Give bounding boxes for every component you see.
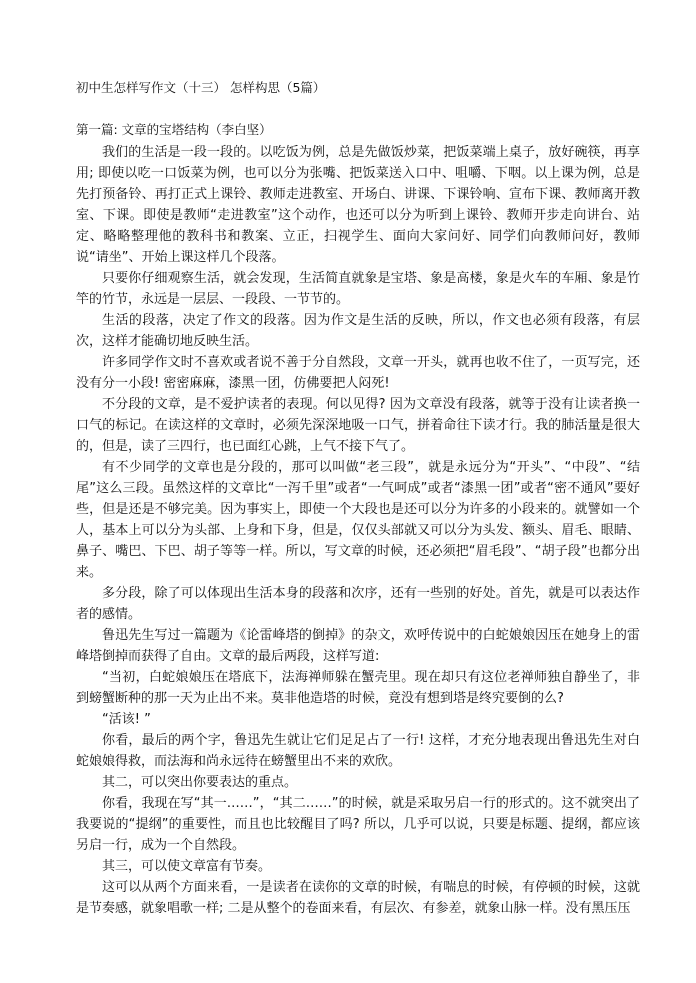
quote-paragraph-2: “活该! ” bbox=[102, 712, 151, 727]
document-title: 初中生怎样写作文（十三） 怎样构思（5篇） bbox=[76, 80, 326, 95]
article-body bbox=[76, 142, 640, 919]
paragraph-1: 我们的生活是一段一段的。以吃饭为例，总是先做饭炒菜，把饭菜端上桌子，放好碗筷，再享用; 即使以吃一口饭菜为例，也可以分为张嘴、把饭菜送入口中、咀嚼、下咽。以上课为例，总是先打预备铃、再打正式上课铃、教师走进教室、开场白、讲课、下课铃响、宣布下课、教师离开教室、下课。即使是教师“走进教室”这个动作，也还可以分为听到上课铃、教师开步走向讲台、站定、略略整理他的教科书和教案、立正，扫视学生、面向大家问好、同学们向教师问好，教师说“请坐”、开始上课这样几个段落。 bbox=[76, 145, 640, 265]
paragraph-7: 多分段，除了可以体现出生活本身的段落和次序，还有一些别的好处。首先，就是可以表达作者的感情。 bbox=[76, 586, 640, 622]
paragraph-12: 其三，可以使文章富有节奏。 bbox=[102, 859, 272, 874]
paragraph-13: 这可以从两个方面来看，一是读者在读你的文章的时候，有喘息的时候，有停顿的时候，这就是节奏感，就象唱歌一样; 二是从整个的卷面来看，有层次、有参差，就象山脉一样。没有黑压压 bbox=[76, 880, 640, 916]
paragraph-2: 只要你仔细观察生活，就会发现，生活简直就象是宝塔、象是高楼，象是火车的车厢、象是竹竿的竹节，永远是一层层、一段段、一节节的。 bbox=[76, 271, 640, 307]
paragraph-3: 生活的段落，决定了作文的段落。因为作文是生活的反映，所以，作文也必须有段落，有层次，这样才能确切地反映生活。 bbox=[76, 313, 640, 349]
paragraph-8: 鲁迅先生写过一篇题为《论雷峰塔的倒掉》的杂文，欢呼传说中的白蛇娘娘因压在她身上的雷峰塔倒掉而获得了自由。文章的最后两段，这样写道: bbox=[76, 628, 640, 664]
section-title: 第一篇: 文章的宝塔结构（李白坚） bbox=[76, 122, 272, 137]
paragraph-5: 不分段的文章，是不爱护读者的表现。何以见得? 因为文章没有段落，就等于没有让读者换一口气的标记。在读这样的文章时，必须先深深地吸一口气，拼着命往下读才行。我的肺活量是很大的，但是，读了三四行，也已面红心跳，上气不接下气了。 bbox=[76, 397, 640, 454]
paragraph-6: 有不少同学的文章也是分段的，那可以叫做“老三段”，就是永远分为“开头”、“中段”、“结尾”这么三段。虽然这样的文章比“一泻千里”或者“一气呵成”或者“漆黑一团”或者“密不通风”要好些，但是还是不够完美。因为事实上，即使一个大段也是还可以分为许多的小段来的。就譬如一个人，基本上可以分为头部、上身和下身，但是，仅仅头部就又可以分为头发、额头、眉毛、眼睛、鼻子、嘴巴、下巴、胡子等等一样。所以，写文章的时候，还必须把“眉毛段”、“胡子段”也都分出来。 bbox=[76, 460, 640, 580]
paragraph-9: 你看，最后的两个字，鲁迅先生就让它们足足占了一行! 这样，才充分地表现出鲁迅先生对白蛇娘娘得救，而法海和尚永远待在螃蟹里出不来的欢欣。 bbox=[76, 733, 640, 769]
paragraph-4: 许多同学作文时不喜欢或者说不善于分自然段，文章一开头，就再也收不住了，一页写完，还没有分一小段! 密密麻麻，漆黑一团，仿佛要把人闷死! bbox=[76, 355, 640, 391]
paragraph-11: 你看，我现在写“其一……”，“其二……”的时候，就是采取另启一行的形式的。这不就突出了我要说的“提纲”的重要性，而且也比较醒目了吗? 所以，几乎可以说，只要是标题、提纲，都应该另启一行，成为一个自然段。 bbox=[76, 796, 640, 853]
quote-paragraph-1: “当初，白蛇娘娘压在塔底下，法海禅师躲在蟹壳里。现在却只有这位老禅师独自静坐了，非到螃蟹断种的那一天为止出不来。莫非他造塔的时候，竟没有想到塔是终究要倒的么? bbox=[76, 670, 640, 706]
paragraph-10: 其二，可以突出你要表达的重点。 bbox=[102, 775, 298, 790]
